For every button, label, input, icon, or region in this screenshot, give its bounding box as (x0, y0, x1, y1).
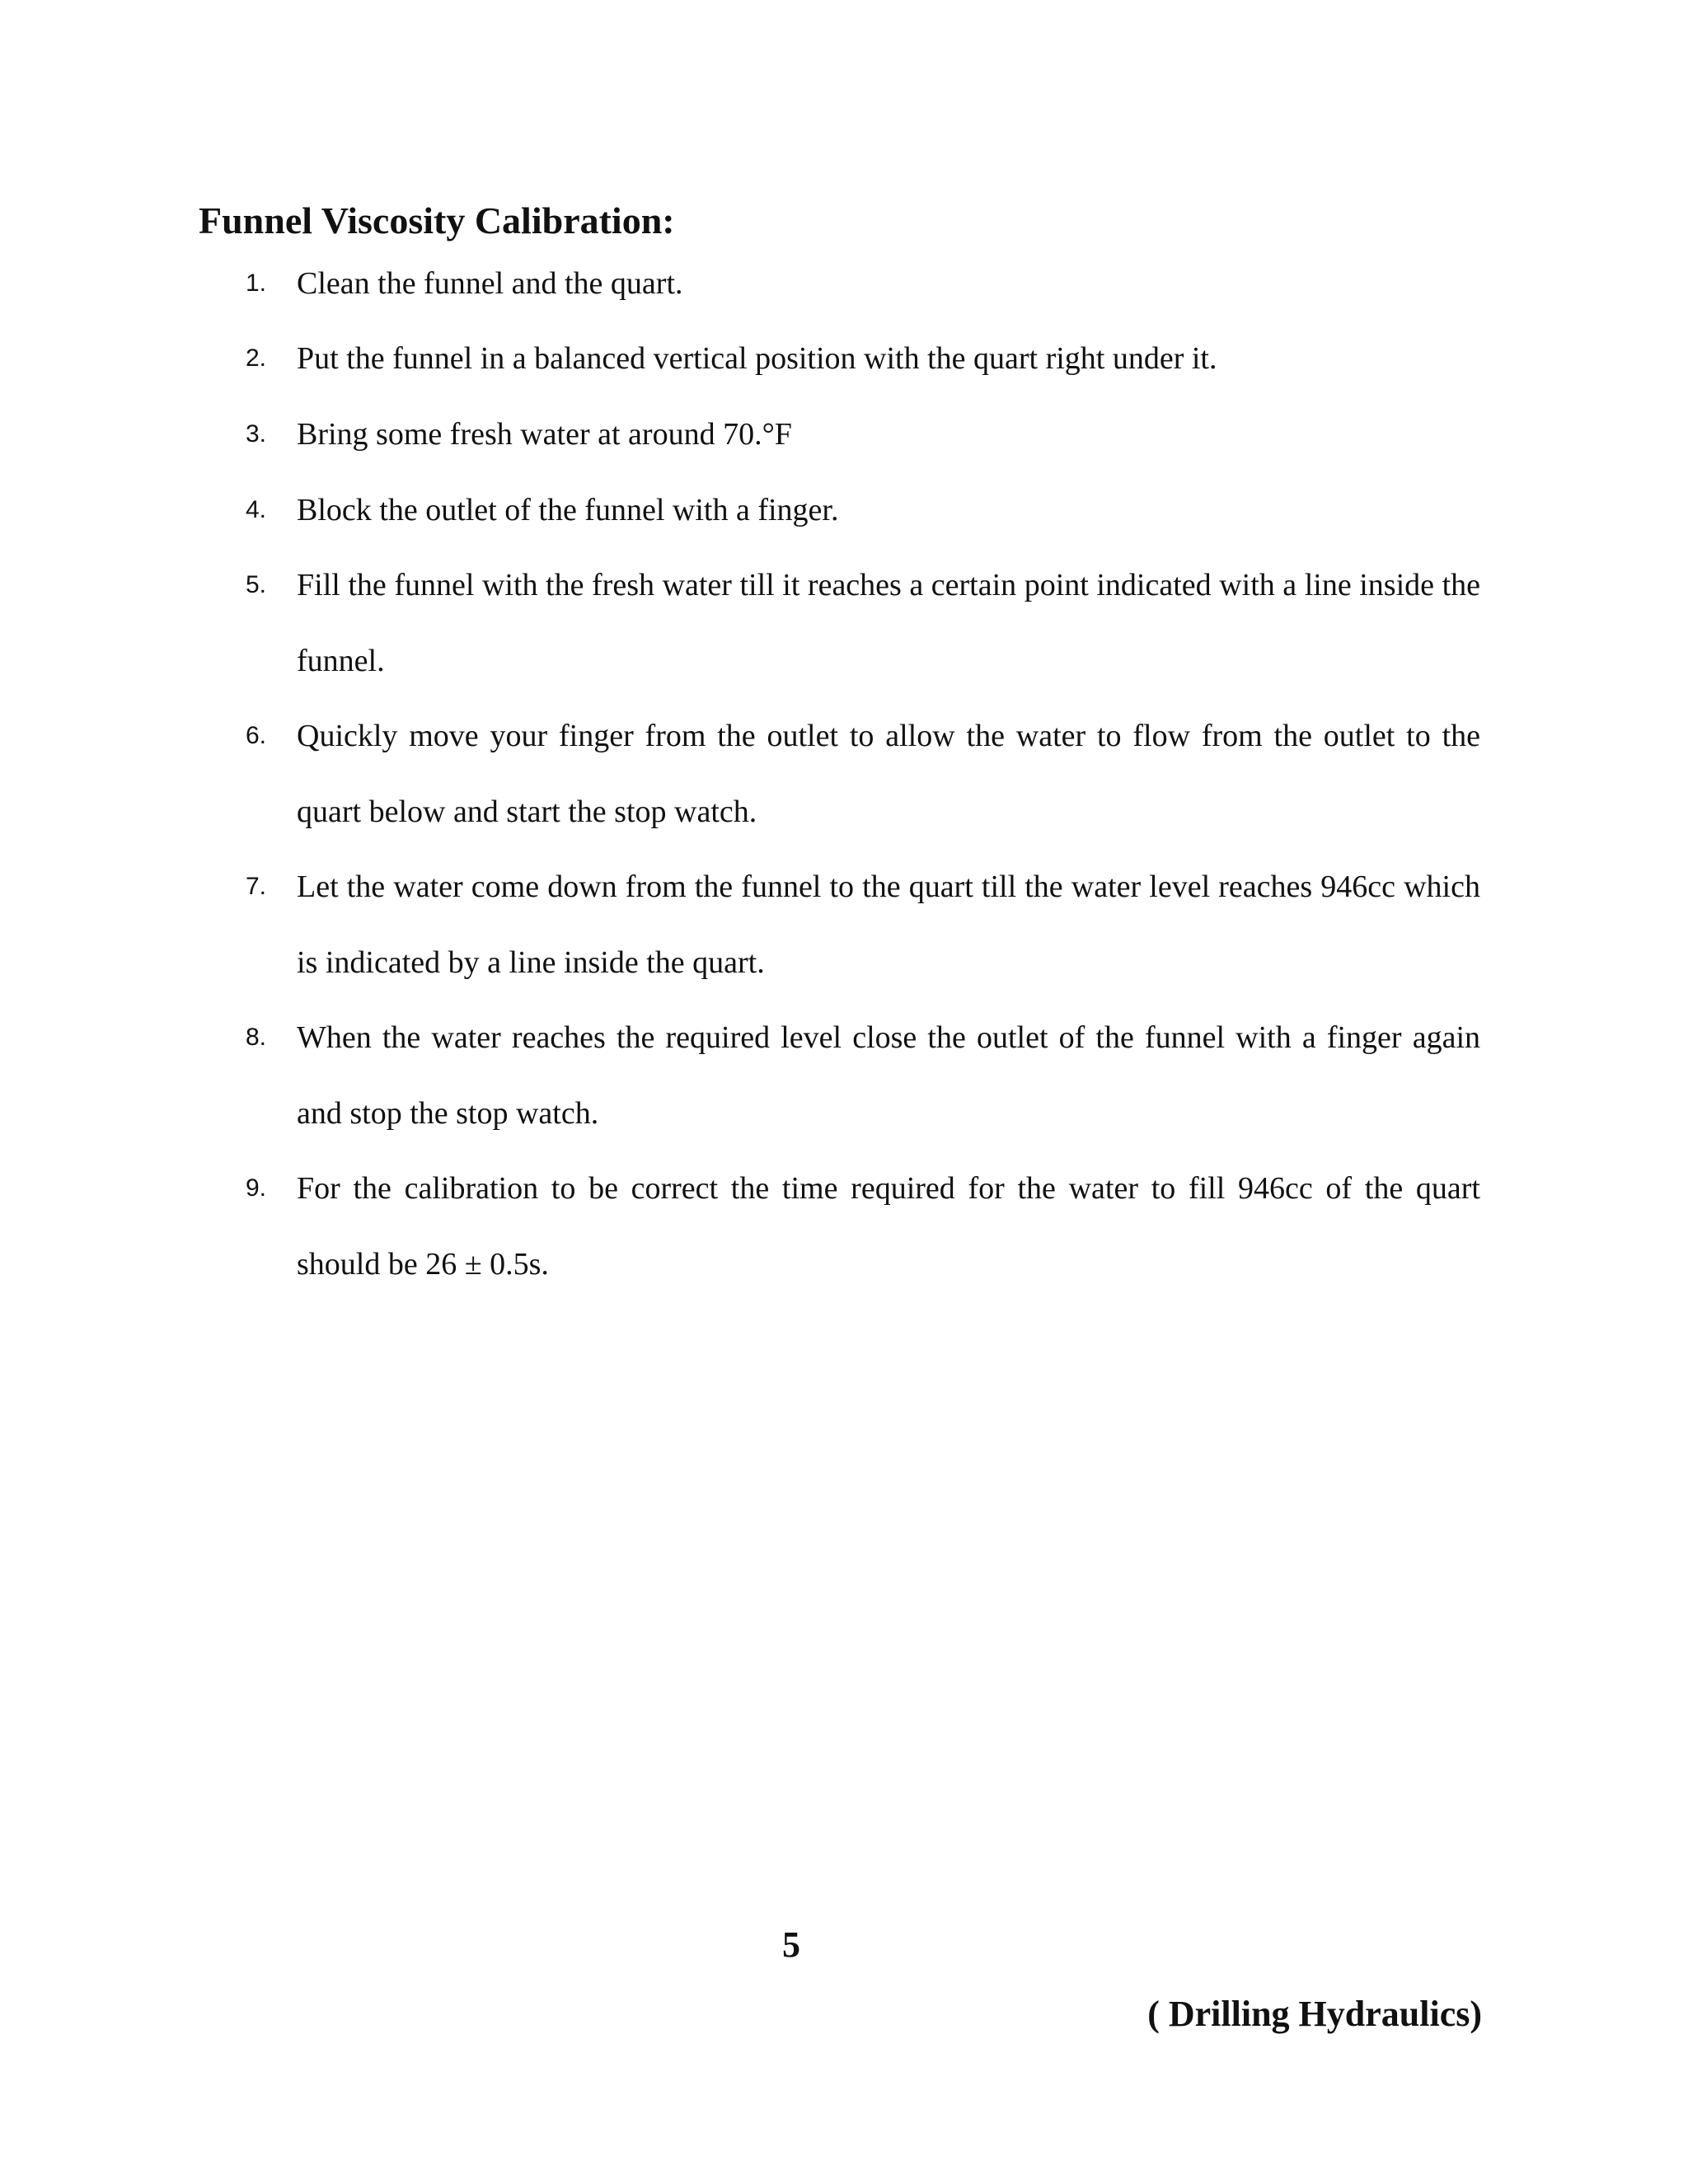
step-number: 4. (246, 496, 267, 523)
section-heading: Funnel Viscosity Calibration: (199, 199, 675, 241)
step-text: Quickly move your finger from the outlet to allow the water to flow from the outlet to the quart below and start the stop watch. (297, 719, 1480, 829)
step-text: Fill the funnel with the fresh water till it reaches a certain point indicated with a line inside the funnel. (297, 568, 1480, 678)
step-text: Bring some fresh water at around 70.°F (297, 417, 792, 452)
step-text: Let the water come down from the funnel to the quart till the water level reaches 946cc which is indicated by a line inside the quart. (297, 869, 1480, 980)
step-number: 7. (246, 873, 267, 900)
step-text: For the calibration to be correct the time required for the water to fill 946cc of the quart should be 26 ± 0.5s. (297, 1171, 1480, 1282)
step-number: 2. (246, 344, 267, 372)
page-number: 5 (782, 1924, 800, 1965)
step-number: 1. (246, 269, 267, 297)
step-number: 3. (246, 420, 267, 448)
step-number: 9. (246, 1174, 267, 1202)
step-text: When the water reaches the required level close the outlet of the funnel with a finger again and stop the stop watch. (297, 1020, 1480, 1131)
step-text: Clean the funnel and the quart. (297, 266, 683, 301)
footer-title: ( Drilling Hydraulics) (1147, 1994, 1482, 2034)
step-text: Put the funnel in a balanced vertical position with the quart right under it. (297, 341, 1217, 376)
step-number: 5. (246, 571, 267, 598)
step-number: 6. (246, 722, 267, 749)
step-text: Block the outlet of the funnel with a finger. (297, 493, 839, 527)
step-number: 8. (246, 1024, 267, 1051)
